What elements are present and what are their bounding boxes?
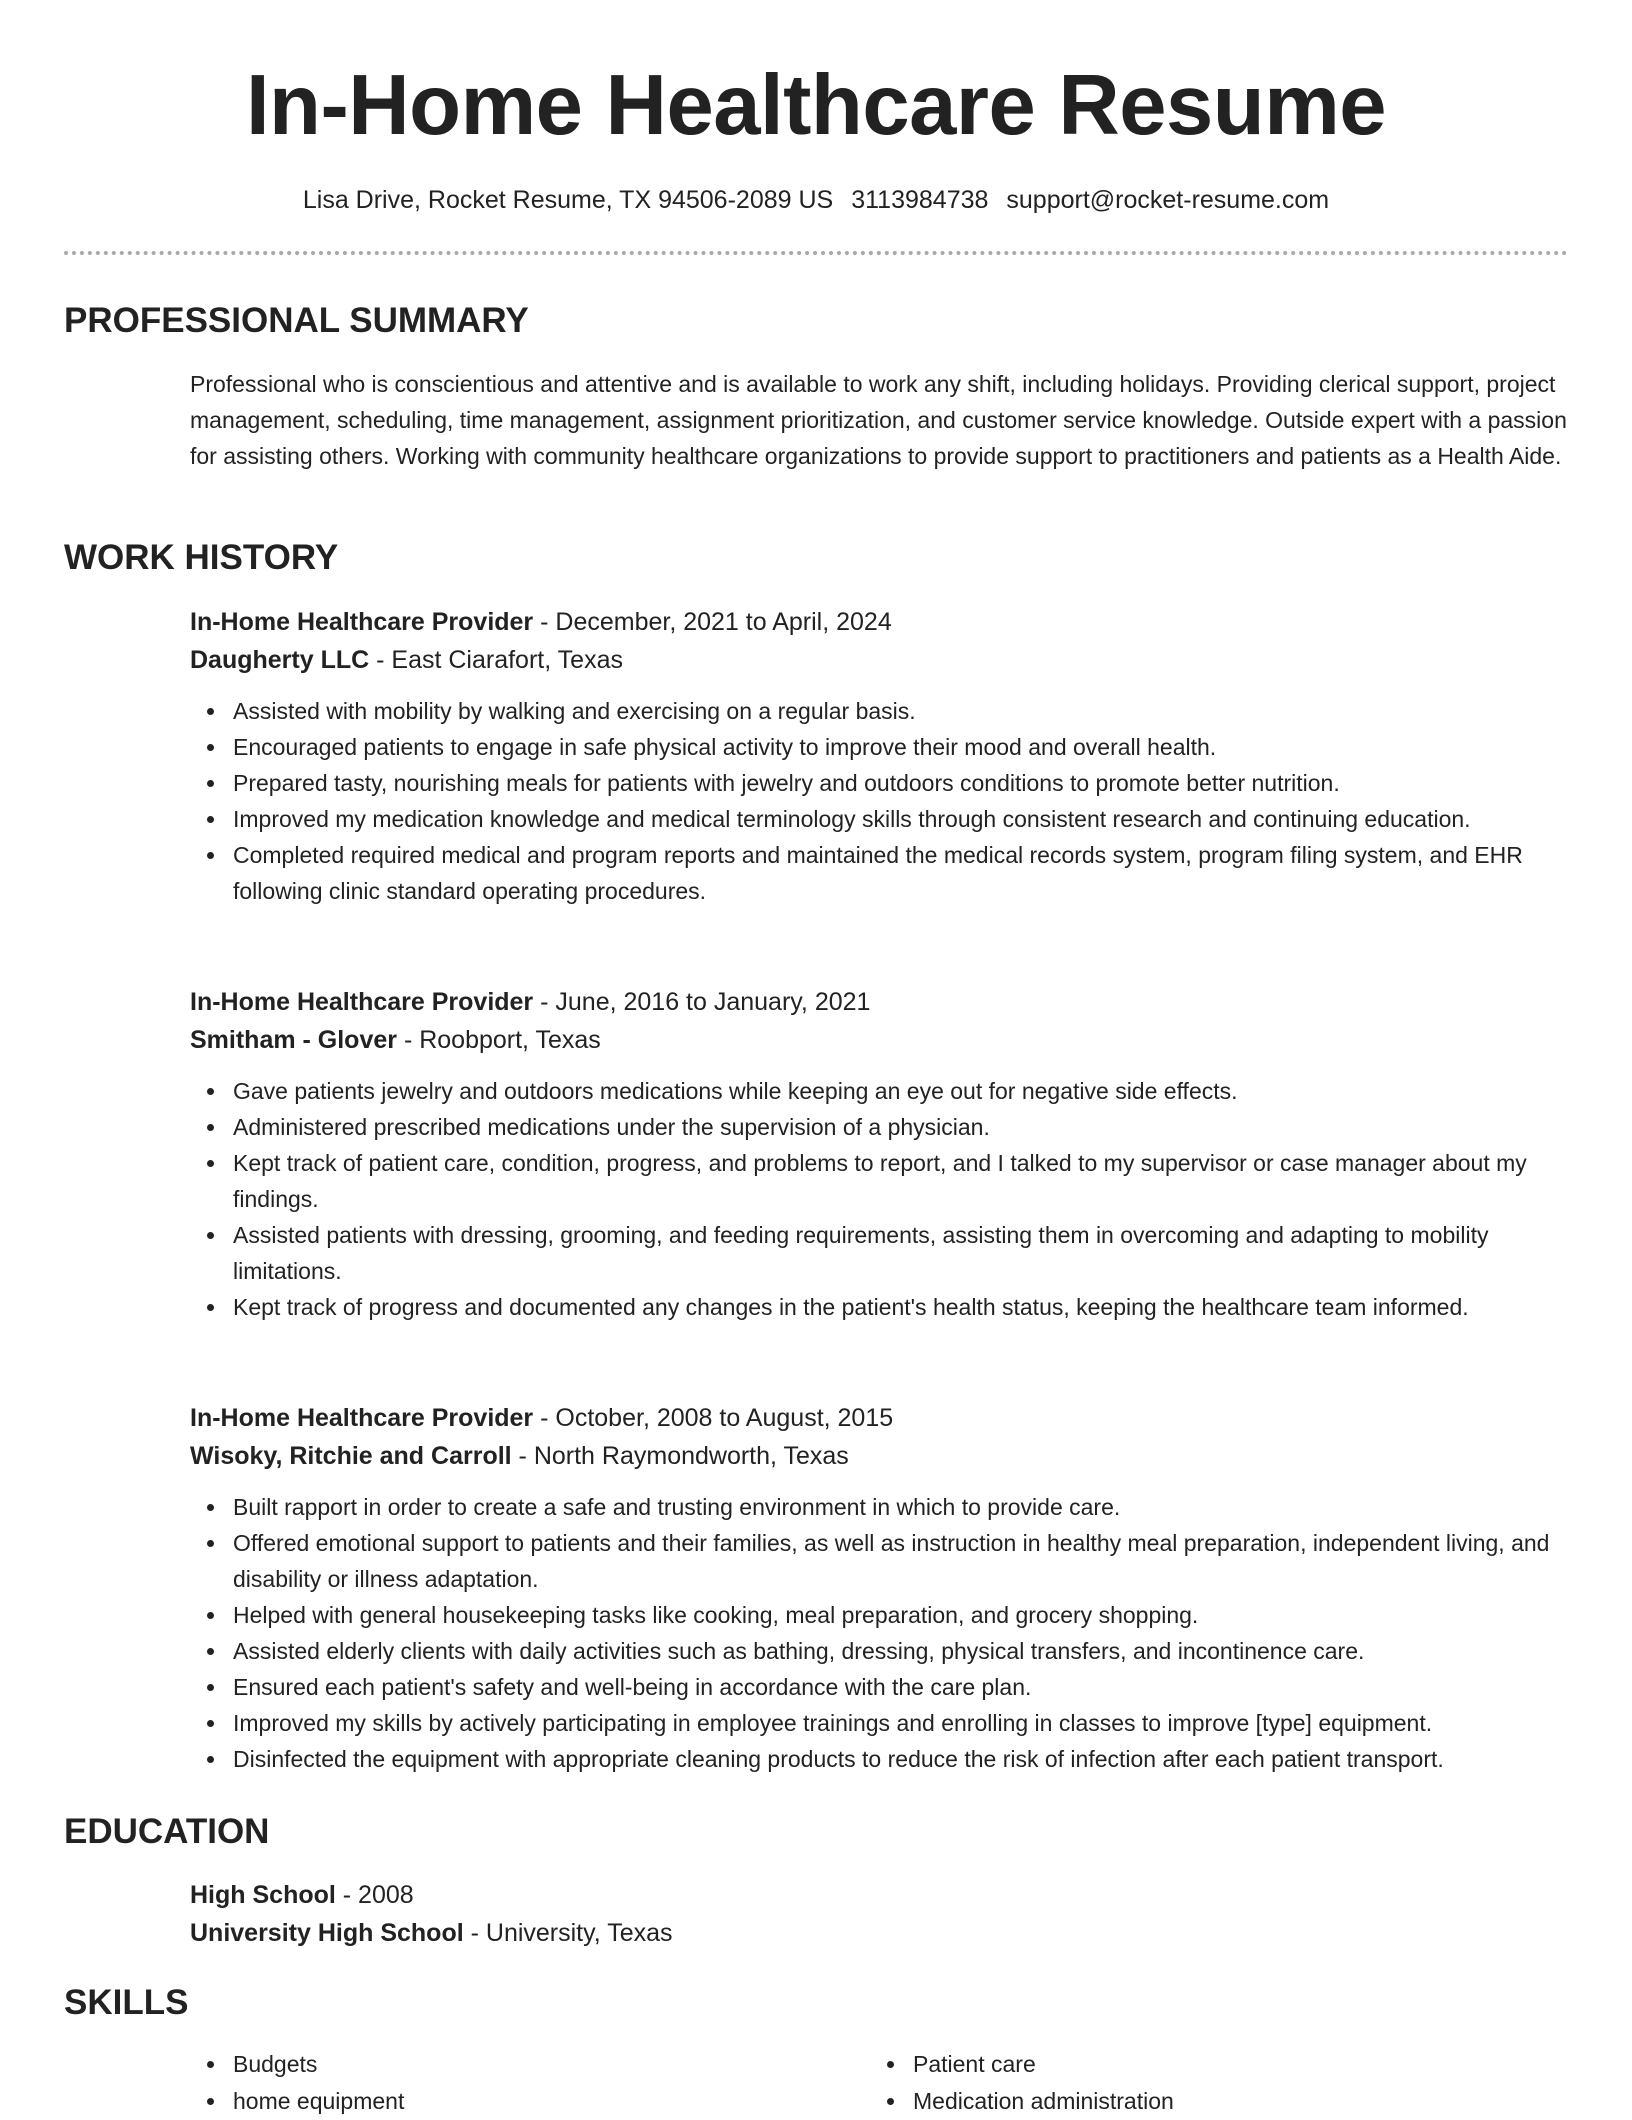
job-title-line [190, 983, 1580, 1021]
job-dates: - June, 2016 to January, 2021 [533, 988, 871, 1016]
job-bullet: Built rapport in order to create a safe and trusting environment in which to provide care. [233, 1489, 1580, 1525]
skills-list-right [913, 2046, 1513, 2120]
skill-item: Medication administration [913, 2083, 1513, 2120]
job-bullet: Offered emotional support to patients and their families, as well as instruction in healthy meal preparation, independent living, and disability or illness adaptation. [233, 1525, 1580, 1597]
job-entry [190, 603, 1580, 909]
job-company-line [190, 1437, 1580, 1475]
job-bullet: Administered prescribed medications under the supervision of a physician. [233, 1109, 1580, 1145]
contact-address: Lisa Drive, Rocket Resume, TX 94506-2089 US [302, 186, 834, 214]
job-bullet: Improved my skills by actively participating in employee trainings and enrolling in classes to improve [type] equipment. [233, 1705, 1580, 1741]
contact-phone: 3113984738 [851, 186, 989, 214]
job-bullet: Assisted with mobility by walking and exercising on a regular basis. [233, 693, 1580, 729]
education-entry [190, 1876, 1490, 1952]
contact-email[interactable]: support@rocket-resume.com [1006, 186, 1330, 214]
job-company: Wisoky, Ritchie and Carroll [190, 1442, 512, 1470]
education-school-line [190, 1914, 1490, 1952]
job-company: Daugherty LLC [190, 646, 370, 674]
education-location: - University, Texas [463, 1919, 673, 1947]
job-bullets [190, 1489, 1580, 1777]
education-degree: High School [190, 1881, 336, 1909]
job-bullet: Assisted elderly clients with daily activities such as bathing, dressing, physical transfers, and incontinence care. [233, 1633, 1580, 1669]
job-bullets [190, 693, 1580, 909]
job-company-line [190, 641, 1580, 679]
education-degree-line [190, 1876, 1490, 1914]
job-bullet: Disinfected the equipment with appropriate cleaning products to reduce the risk of infection after each patient transport. [233, 1741, 1580, 1777]
header-divider [64, 251, 1568, 255]
section-heading-work-history: WORK HISTORY [64, 538, 339, 577]
skill-item: home equipment [233, 2083, 833, 2120]
job-entry [190, 1399, 1580, 1777]
job-entry [190, 983, 1580, 1325]
job-company: Smitham - Glover [190, 1026, 397, 1054]
job-bullet: Gave patients jewelry and outdoors medications while keeping an eye out for negative side effects. [233, 1073, 1580, 1109]
job-bullet: Improved my medication knowledge and medical terminology skills through consistent research and continuing education. [233, 801, 1580, 837]
section-heading-education: EDUCATION [64, 1812, 270, 1851]
section-heading-skills: SKILLS [64, 1983, 189, 2022]
contact-line [0, 182, 1632, 218]
job-location: - North Raymondworth, Texas [511, 1442, 849, 1470]
job-bullet: Assisted patients with dressing, grooming, and feeding requirements, assisting them in overcoming and adapting to mobility limitations. [233, 1217, 1580, 1289]
job-location: - East Ciarafort, Texas [369, 646, 623, 674]
job-bullets [190, 1073, 1580, 1325]
job-title: In-Home Healthcare Provider [190, 988, 534, 1016]
skills-list-left [233, 2046, 833, 2120]
job-company-line [190, 1021, 1580, 1059]
skill-item: Budgets [233, 2046, 833, 2083]
job-dates: - December, 2021 to April, 2024 [533, 608, 892, 636]
education-year: - 2008 [335, 1881, 414, 1909]
resume-title: In-Home Healthcare Resume [245, 58, 1387, 153]
summary-text: Professional who is conscientious and attentive and is available to work any shift, including holidays. Providing clerical support, project management, scheduling, time management, assignment prioritization, and customer service knowledge. Outside expert with a passion for assisting others. Working with community healthcare organizations to provide support to practitioners and patients as a Health Aide. [190, 371, 1567, 469]
section-heading-summary: PROFESSIONAL SUMMARY [64, 301, 529, 340]
job-title-line [190, 1399, 1580, 1437]
job-bullet: Encouraged patients to engage in safe physical activity to improve their mood and overall health. [233, 729, 1580, 765]
job-bullet: Kept track of progress and documented any changes in the patient's health status, keeping the healthcare team informed. [233, 1289, 1580, 1325]
job-title: In-Home Healthcare Provider [190, 608, 534, 636]
job-location: - Roobport, Texas [397, 1026, 601, 1054]
job-bullet: Ensured each patient's safety and well-being in accordance with the care plan. [233, 1669, 1580, 1705]
education-school: University High School [190, 1919, 464, 1947]
job-bullet: Kept track of patient care, condition, progress, and problems to report, and I talked to my supervisor or case manager about my findings. [233, 1145, 1580, 1217]
skill-item: Patient care [913, 2046, 1513, 2083]
job-dates: - October, 2008 to August, 2015 [533, 1404, 894, 1432]
job-bullet: Prepared tasty, nourishing meals for patients with jewelry and outdoors conditions to promote better nutrition. [233, 765, 1580, 801]
job-bullet: Helped with general housekeeping tasks like cooking, meal preparation, and grocery shopping. [233, 1597, 1580, 1633]
job-title-line [190, 603, 1580, 641]
job-title: In-Home Healthcare Provider [190, 1404, 534, 1432]
job-bullet: Completed required medical and program reports and maintained the medical records system, program filing system, and EHR following clinic standard operating procedures. [233, 837, 1580, 909]
